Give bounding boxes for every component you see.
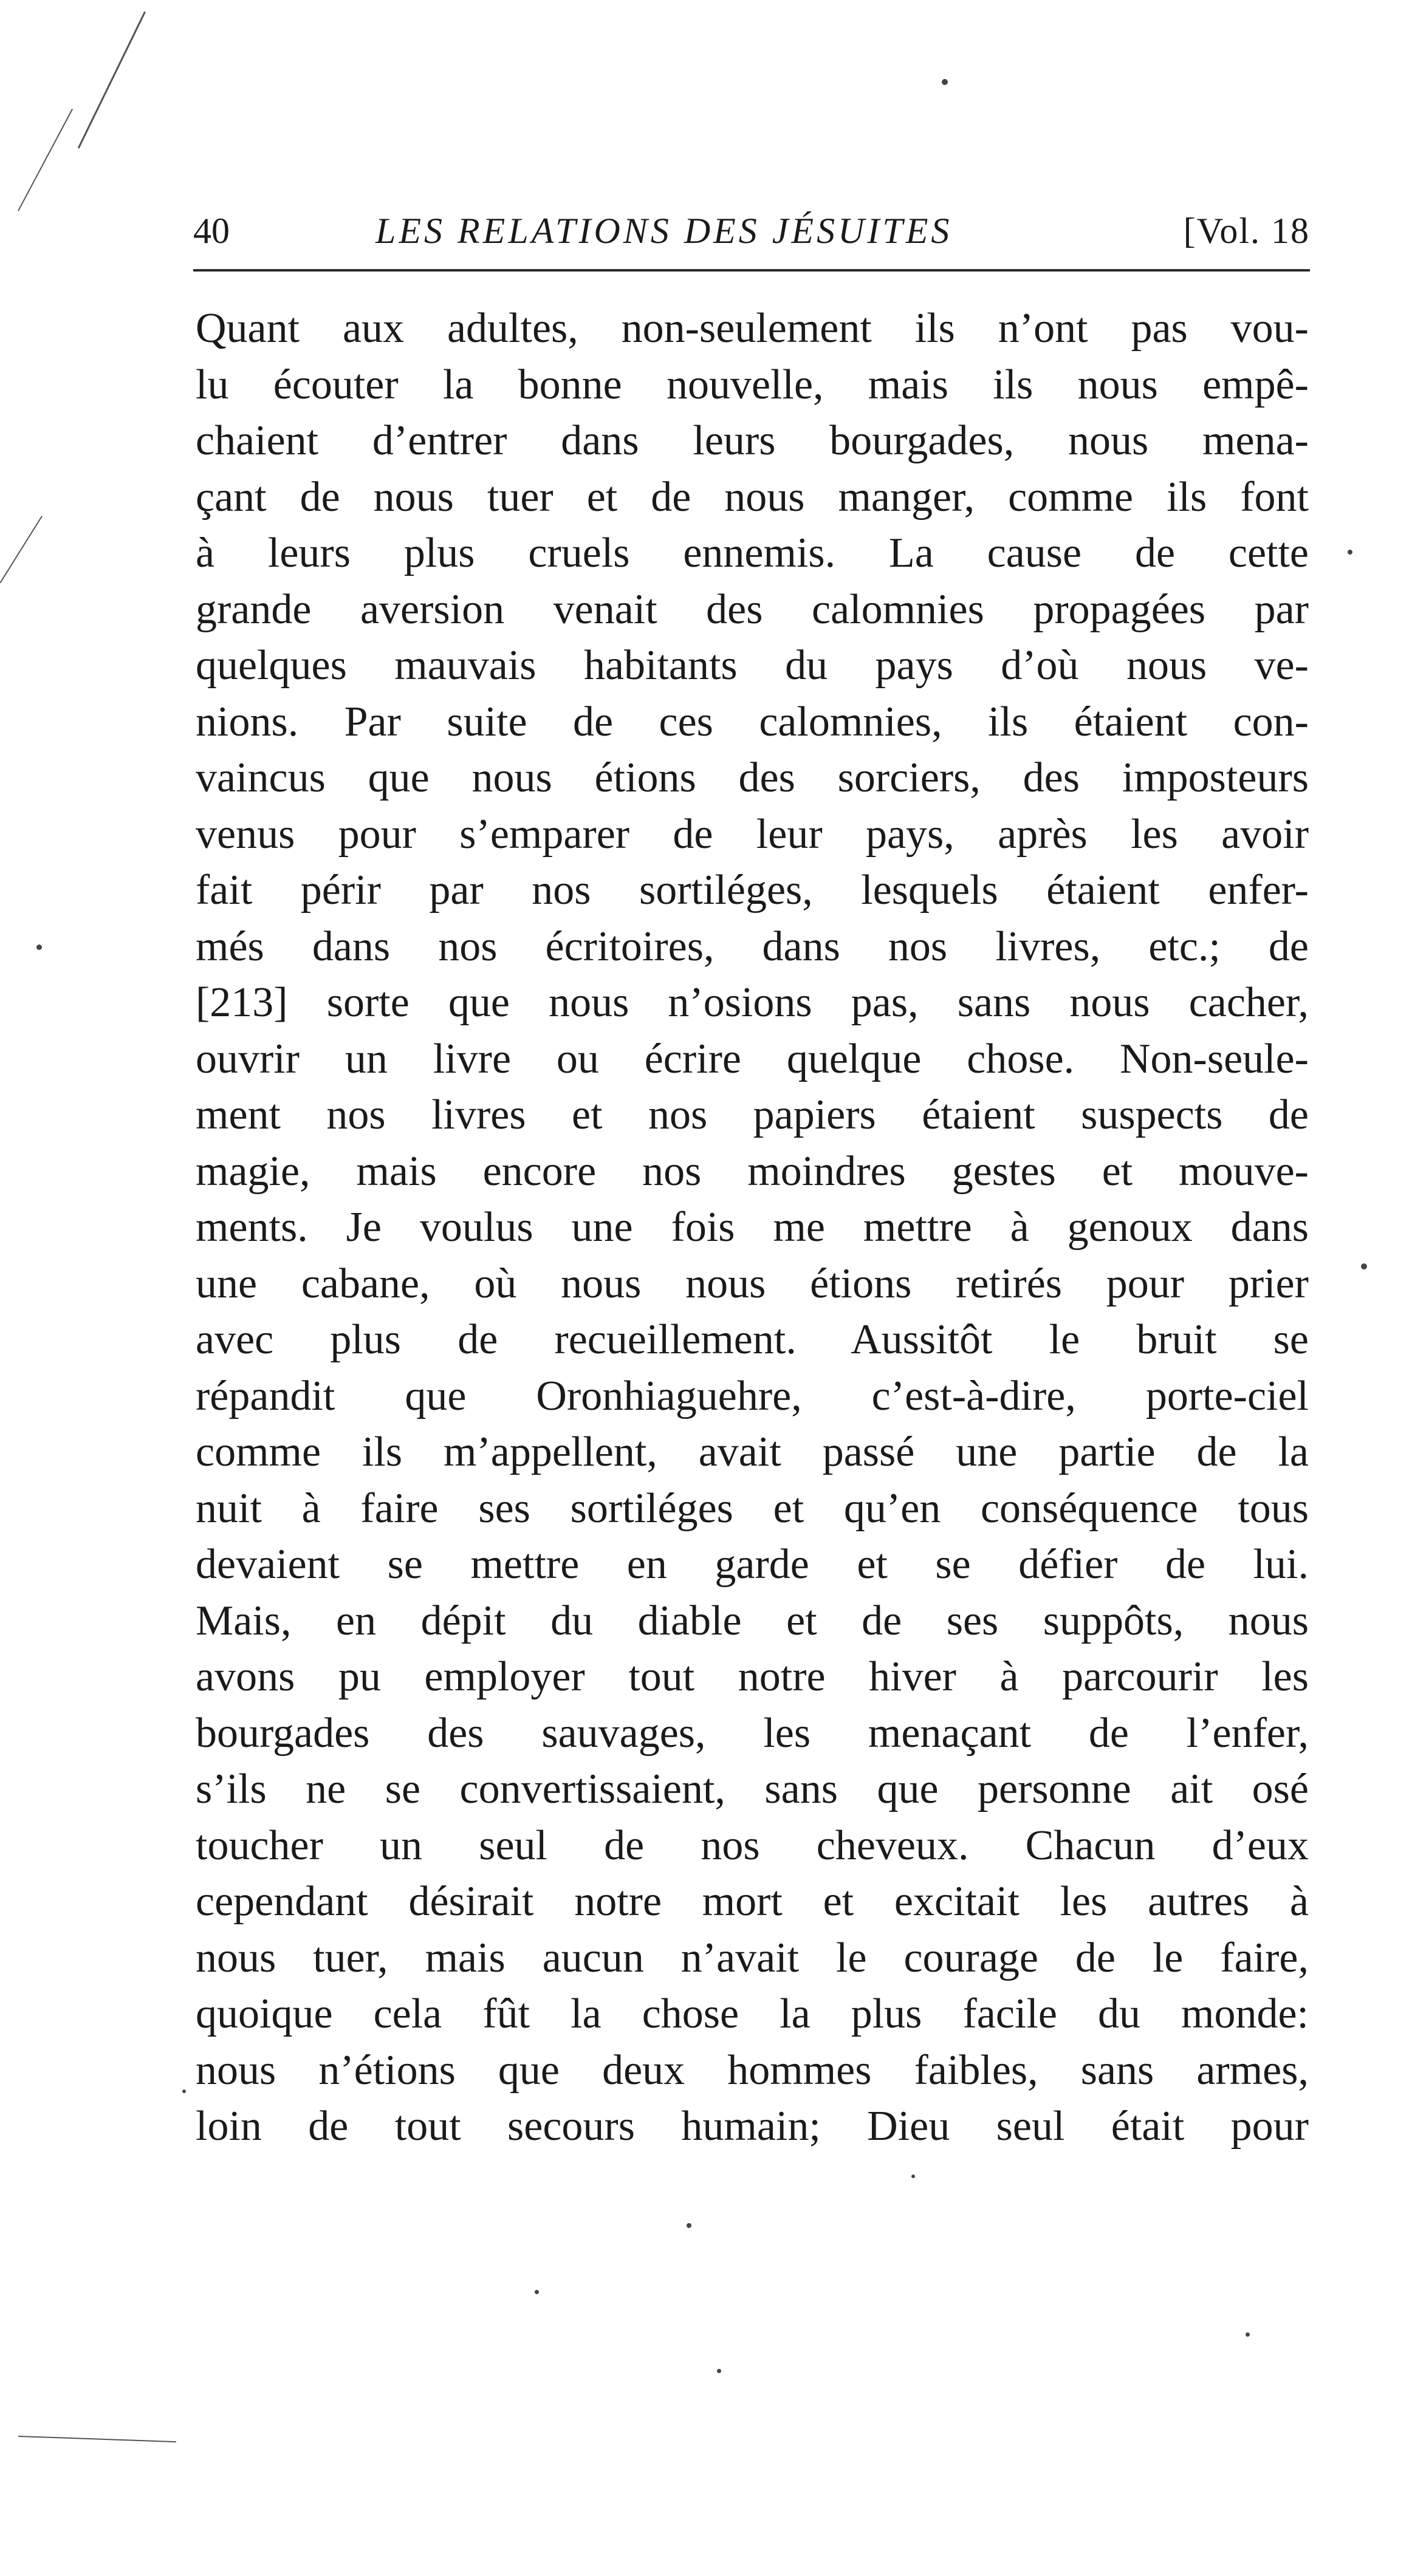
text-line: [213] sorte que nous n’osions pas, sans nous cacher, [196,979,1309,1026]
text-line: comme ils m’appellent, avait passé une partie de la [196,1429,1309,1475]
text-line: més dans nos écritoires, dans nos livres, etc.; de [196,923,1309,970]
text-line: devaient se mettre en garde et se défier de lui. [196,1541,1309,1588]
scan-speck [36,945,42,950]
running-title: LES RELATIONS DES JÉSUITES [375,211,953,251]
scan-mark [18,109,73,211]
text-line: nions. Par suite de ces calomnies, ils étaient con- [196,698,1309,745]
text-line: Mais, en dépit du diable et de ses suppôts, nous [196,1597,1309,1644]
scan-mark [18,2436,176,2442]
text-line: nuit à faire ses sortiléges et qu’en conséquence tous [196,1484,1309,1532]
text-line: çant de nous tuer et de nous manger, comme ils font [196,473,1309,521]
scan-speck [1361,1263,1367,1269]
text-line: Quant aux adultes, non-seulement ils n’ont pas vou- [196,305,1309,352]
text-line: lu écouter la bonne nouvelle, mais ils nous empê- [196,361,1309,408]
scan-speck [535,2290,539,2294]
text-line: ments. Je voulus une fois me mettre à genoux dans [196,1204,1309,1251]
text-line: venus pour s’emparer de leur pays, après les avoir [196,810,1309,858]
scan-speck [1348,550,1352,555]
page-number: 40 [193,211,230,251]
text-line: magie, mais encore nos moindres gestes et mouve- [196,1147,1309,1195]
scan-speck [182,2089,186,2093]
header-rule [193,269,1310,272]
scan-speck [717,2369,721,2373]
page-header [193,207,1310,255]
body-text [196,301,1309,2155]
text-line: quelques mauvais habitants du pays d’où nous ve- [196,642,1309,689]
text-line: s’ils ne se convertissaient, sans que personne ait osé [196,1766,1309,1812]
text-line: grande aversion venait des calomnies propagées par [196,586,1309,633]
text-line: ment nos livres et nos papiers étaient suspects de [196,1092,1309,1138]
text-line: chaient d’entrer dans leurs bourgades, nous mena- [196,417,1309,464]
text-line: loin de tout secours humain; Dieu seul était pour [196,2103,1309,2150]
text-line: fait périr par nos sortiléges, lesquels étaient enfer- [196,867,1309,914]
text-line: ouvrir un livre ou écrire quelque chose. Non-seule- [196,1035,1309,1082]
scan-speck [911,2175,915,2178]
text-line: cependant désirait notre mort et excitait les autres à [196,1878,1309,1925]
scan-speck [942,79,948,85]
text-line: nous n’étions que deux hommes faibles, sans armes, [196,2046,1309,2094]
scan-speck [687,2223,691,2228]
text-line: toucher un seul de nos cheveux. Chacun d’eux [196,1822,1309,1869]
text-line: nous tuer, mais aucun n’avait le courage de le faire, [196,1934,1309,1981]
text-line: vaincus que nous étions des sorciers, des imposteurs [196,754,1309,801]
volume-label: [Vol. 18 [1183,211,1310,251]
text-line: une cabane, où nous nous étions retirés pour prier [196,1260,1309,1307]
text-line: avec plus de recueillement. Aussitôt le bruit se [196,1316,1309,1363]
scan-speck [1246,2332,1250,2337]
text-line: avons pu employer tout notre hiver à parcourir les [196,1653,1309,1700]
text-line: quoique cela fût la chose la plus facile du monde: [196,1990,1309,2037]
scan-mark [78,12,146,149]
text-line: répandit que Oronhiaguehre, c’est-à-dire, porte-ciel [196,1372,1309,1420]
text-line: à leurs plus cruels ennemis. La cause de cette [196,530,1309,576]
text-line: bourgades des sauvages, les menaçant de l’enfer, [196,1709,1309,1757]
scan-mark [0,516,43,583]
